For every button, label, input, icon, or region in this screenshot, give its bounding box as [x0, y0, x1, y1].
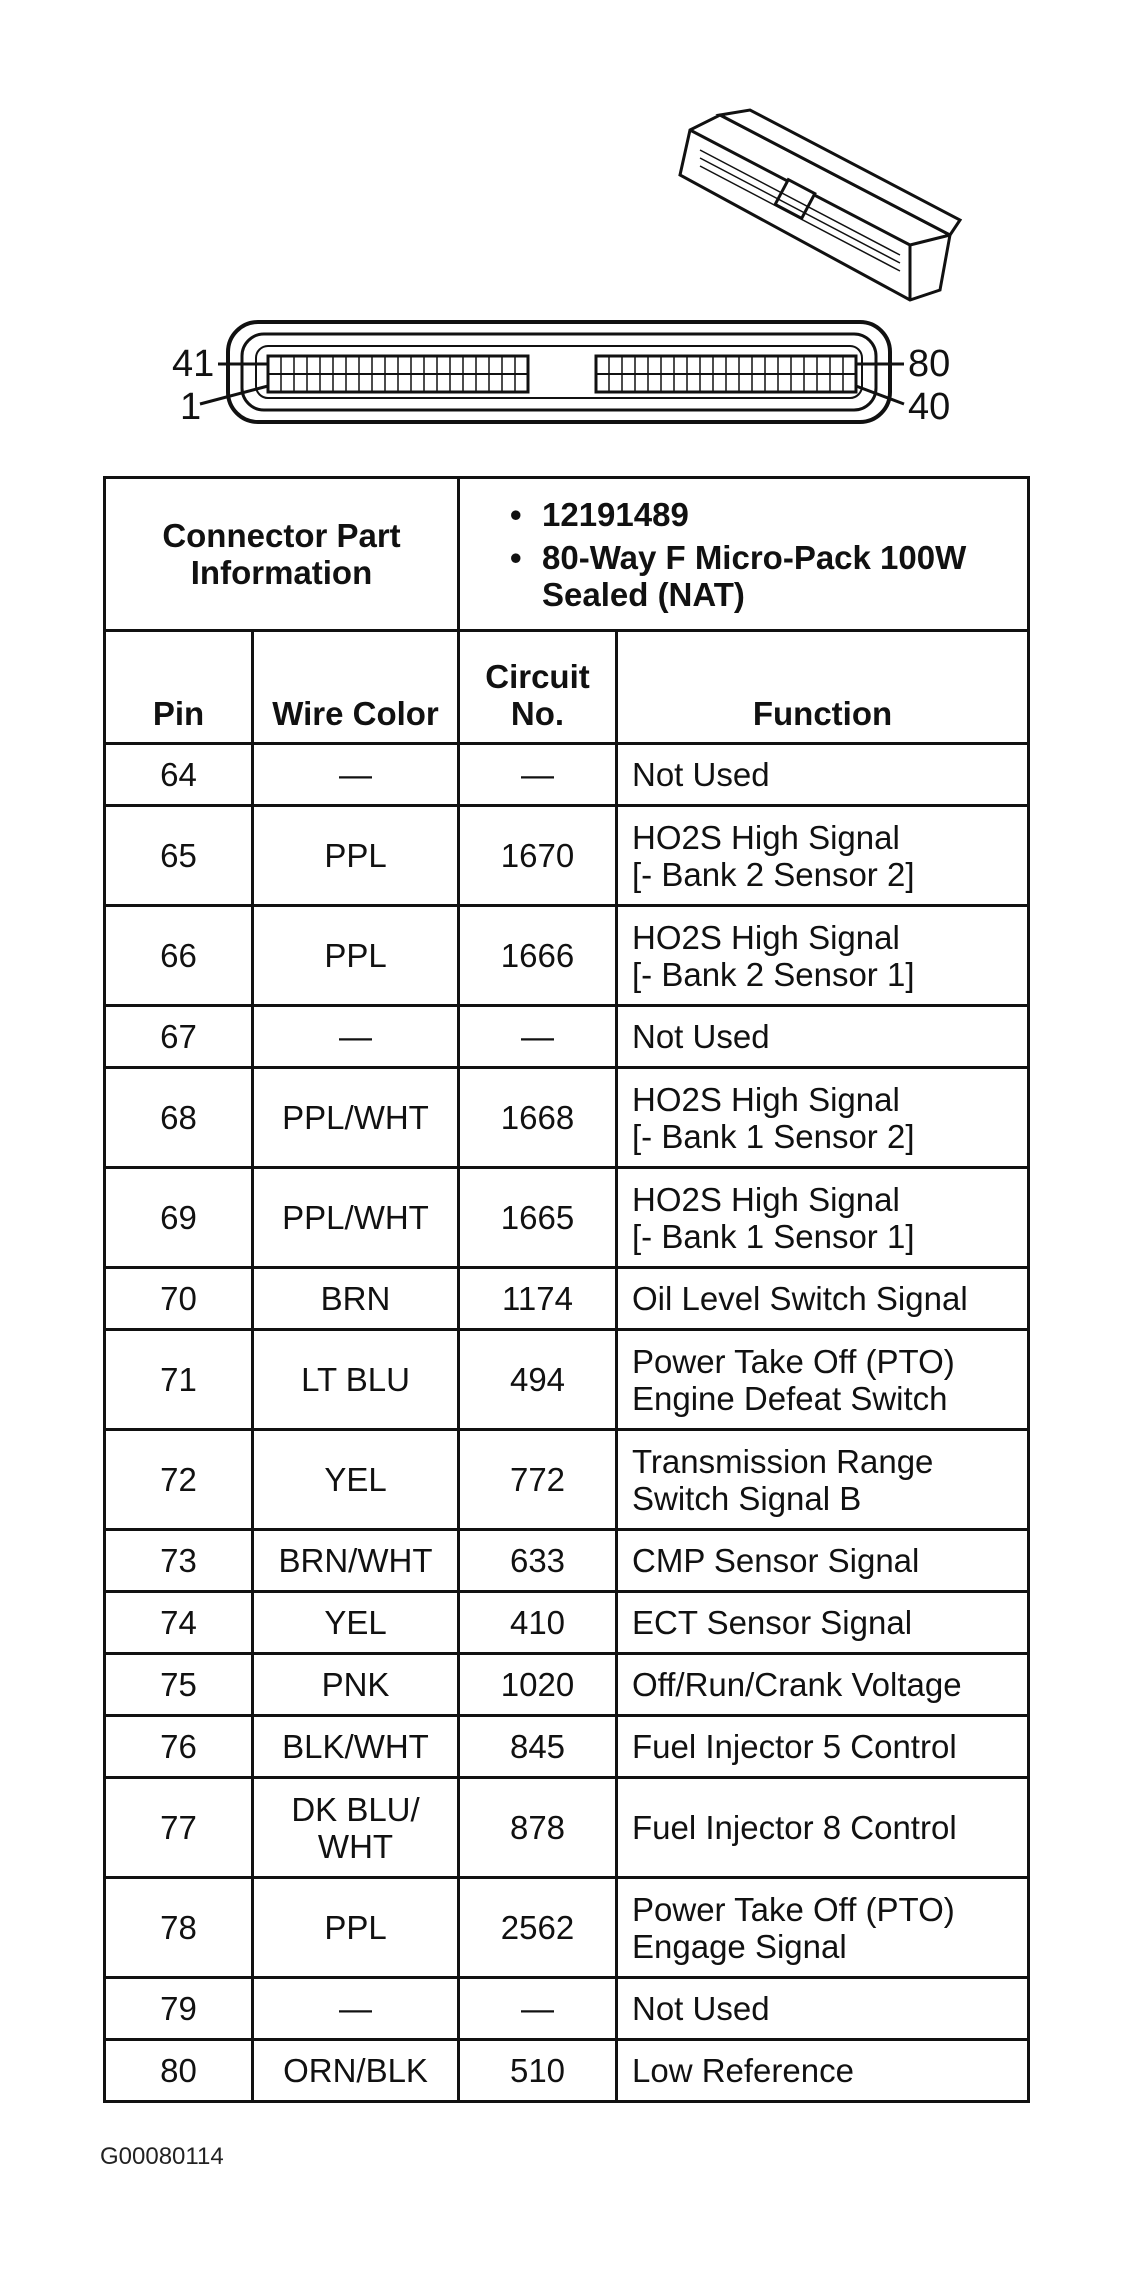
- circuit-cell: 878: [459, 1778, 617, 1878]
- wire-color-cell: —: [253, 1978, 459, 2040]
- table-row: [105, 1716, 1029, 1778]
- wire-color-cell: YEL: [253, 1592, 459, 1654]
- part-number: • 12191489: [510, 496, 1021, 533]
- table-row: [105, 806, 1029, 906]
- function-cell: [617, 806, 1029, 906]
- pin-callout-1: 1: [180, 386, 202, 428]
- circuit-cell: 1665: [459, 1168, 617, 1268]
- wire-color-cell: BLK/WHT: [253, 1716, 459, 1778]
- wire-color-cell: PPL: [253, 906, 459, 1006]
- wire-color-cell: —: [253, 744, 459, 806]
- wire-color-cell: —: [253, 1006, 459, 1068]
- function-line: Transmission Range: [632, 1442, 934, 1480]
- pin-cell: 74: [105, 1592, 253, 1654]
- pin-cell: 73: [105, 1530, 253, 1592]
- wire-color-cell: PPL/WHT: [253, 1068, 459, 1168]
- column-header-function: Function: [617, 631, 1029, 744]
- circuit-cell: —: [459, 744, 617, 806]
- function-cell: [617, 1654, 1029, 1716]
- pin-cell: 78: [105, 1878, 253, 1978]
- wire-color-cell: PPL: [253, 1878, 459, 1978]
- circuit-cell: 772: [459, 1430, 617, 1530]
- circuit-cell: 633: [459, 1530, 617, 1592]
- function-cell: [617, 1168, 1029, 1268]
- circuit-cell: 1670: [459, 806, 617, 906]
- function-line: CMP Sensor Signal: [632, 1542, 920, 1579]
- function-cell: [617, 1878, 1029, 1978]
- connector-front-view: [228, 322, 890, 422]
- part-info-label: Connector Part Information: [105, 478, 459, 631]
- function-line: HO2S High Signal: [632, 1180, 900, 1218]
- function-cell: [617, 2040, 1029, 2102]
- column-header-circuit: Circuit No.: [459, 631, 617, 744]
- wire-color-cell: DK BLU/ WHT: [253, 1778, 459, 1878]
- wire-color-cell: BRN: [253, 1268, 459, 1330]
- function-cell: [617, 1592, 1029, 1654]
- function-line: HO2S High Signal: [632, 918, 900, 956]
- connector-3d-view: [680, 110, 960, 300]
- wire-color-cell: YEL: [253, 1430, 459, 1530]
- table-row: [105, 1430, 1029, 1530]
- circuit-cell: 845: [459, 1716, 617, 1778]
- pin-cell: 80: [105, 2040, 253, 2102]
- function-cell: [617, 1978, 1029, 2040]
- function-cell: [617, 1330, 1029, 1430]
- column-header-wire-color: Wire Color: [253, 631, 459, 744]
- table-row: [105, 1778, 1029, 1878]
- function-line: ECT Sensor Signal: [632, 1604, 913, 1641]
- function-cell: [617, 744, 1029, 806]
- pin-cell: 64: [105, 744, 253, 806]
- connector-illustration: [0, 0, 1124, 470]
- function-cell: [617, 1068, 1029, 1168]
- wire-color-cell: BRN/WHT: [253, 1530, 459, 1592]
- circuit-cell: 410: [459, 1592, 617, 1654]
- function-line: Power Take Off (PTO): [632, 1890, 955, 1928]
- pin-cell: 72: [105, 1430, 253, 1530]
- table-row: [105, 1268, 1029, 1330]
- wire-color-cell: PNK: [253, 1654, 459, 1716]
- pin-cell: 75: [105, 1654, 253, 1716]
- circuit-cell: 1668: [459, 1068, 617, 1168]
- wire-color-cell: ORN/BLK: [253, 2040, 459, 2102]
- function-line: Engine Defeat Switch: [632, 1379, 948, 1417]
- function-line: [- Bank 1 Sensor 2]: [632, 1117, 915, 1155]
- table-row: [105, 1068, 1029, 1168]
- pin-cell: 69: [105, 1168, 253, 1268]
- pin-cell: 77: [105, 1778, 253, 1878]
- circuit-cell: 494: [459, 1330, 617, 1430]
- table-row: [105, 744, 1029, 806]
- connector-pin-table: [103, 476, 1030, 2103]
- function-line: Fuel Injector 8 Control: [632, 1809, 957, 1846]
- part-info-list: [459, 478, 1029, 631]
- pin-cell: 68: [105, 1068, 253, 1168]
- part-description: • 80-Way F Micro-Pack 100W Sealed (NAT): [510, 539, 1021, 613]
- function-cell: [617, 1006, 1029, 1068]
- circuit-cell: 1174: [459, 1268, 617, 1330]
- table-row: [105, 1330, 1029, 1430]
- figure-id: G00080114: [100, 2143, 224, 2170]
- pin-cell: 76: [105, 1716, 253, 1778]
- wire-color-cell: LT BLU: [253, 1330, 459, 1430]
- function-line: Not Used: [632, 1990, 770, 2027]
- pin-cell: 71: [105, 1330, 253, 1430]
- pin-cell: 65: [105, 806, 253, 906]
- pin-callout-80: 80: [908, 343, 951, 385]
- function-line: Fuel Injector 5 Control: [632, 1728, 957, 1765]
- function-cell: [617, 1268, 1029, 1330]
- table-row: [105, 906, 1029, 1006]
- table-row: [105, 1592, 1029, 1654]
- pin-cell: 70: [105, 1268, 253, 1330]
- pin-cell: 66: [105, 906, 253, 1006]
- column-header-pin: Pin: [105, 631, 253, 744]
- function-line: Switch Signal B: [632, 1479, 862, 1517]
- function-line: HO2S High Signal: [632, 1080, 900, 1118]
- function-cell: [617, 1716, 1029, 1778]
- table-row: [105, 1978, 1029, 2040]
- table-row: [105, 2040, 1029, 2102]
- pin-cell: 79: [105, 1978, 253, 2040]
- pin-cell: 67: [105, 1006, 253, 1068]
- circuit-cell: 1666: [459, 906, 617, 1006]
- function-cell: [617, 1430, 1029, 1530]
- function-line: Engage Signal: [632, 1927, 847, 1965]
- table-row: [105, 1654, 1029, 1716]
- function-cell: [617, 906, 1029, 1006]
- circuit-cell: —: [459, 1978, 617, 2040]
- table-row: [105, 1006, 1029, 1068]
- function-line: HO2S High Signal: [632, 818, 900, 856]
- wire-color-cell: PPL: [253, 806, 459, 906]
- function-line: Low Reference: [632, 2052, 854, 2089]
- function-line: Oil Level Switch Signal: [632, 1280, 968, 1317]
- function-line: Power Take Off (PTO): [632, 1342, 955, 1380]
- function-line: Off/Run/Crank Voltage: [632, 1666, 962, 1703]
- table-row: [105, 1168, 1029, 1268]
- circuit-cell: —: [459, 1006, 617, 1068]
- function-line: Not Used: [632, 1018, 770, 1055]
- function-line: [- Bank 1 Sensor 1]: [632, 1217, 915, 1255]
- function-line: [- Bank 2 Sensor 1]: [632, 955, 915, 993]
- circuit-cell: 1020: [459, 1654, 617, 1716]
- wire-color-cell: PPL/WHT: [253, 1168, 459, 1268]
- function-cell: [617, 1530, 1029, 1592]
- function-cell: [617, 1778, 1029, 1878]
- pin-callout-40: 40: [908, 386, 951, 428]
- pin-callout-41: 41: [172, 343, 215, 385]
- table-row: [105, 1530, 1029, 1592]
- function-line: Not Used: [632, 756, 770, 793]
- circuit-cell: 510: [459, 2040, 617, 2102]
- function-line: [- Bank 2 Sensor 2]: [632, 855, 915, 893]
- circuit-cell: 2562: [459, 1878, 617, 1978]
- table-row: [105, 1878, 1029, 1978]
